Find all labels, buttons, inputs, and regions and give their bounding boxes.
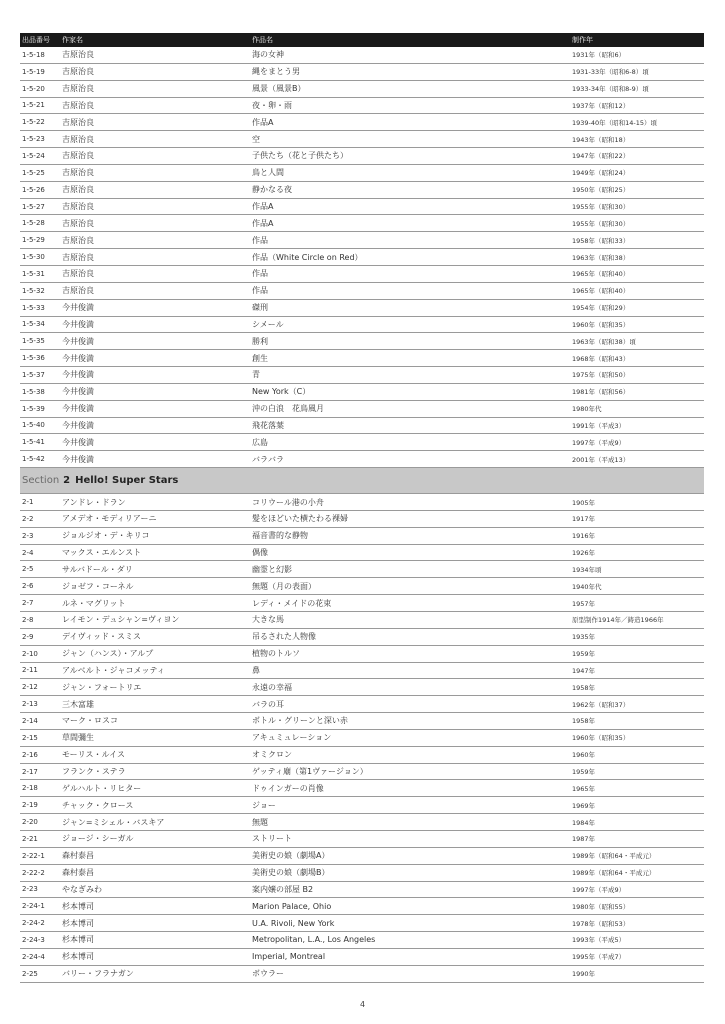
cell-number: 1-5-34 (22, 320, 45, 329)
cell-artist: ジョゼフ・コーネル (62, 581, 134, 591)
cell-number: 2-22-1 (22, 851, 45, 860)
table-row (20, 595, 704, 612)
table-row (20, 401, 704, 418)
cell-year: 1917年 (572, 515, 596, 524)
cell-number: 1-5-20 (22, 84, 45, 93)
header-artist: 作家名 (62, 36, 83, 44)
cell-year: 1960年（昭和35） (572, 320, 630, 329)
cell-year: 1958年 (572, 683, 596, 692)
cell-year: 1949年（昭和24） (572, 169, 630, 178)
table-row (20, 713, 704, 730)
cell-title: 作品 (252, 269, 268, 279)
cell-artist: 杉本博司 (62, 901, 94, 911)
cell-number: 1-5-28 (22, 219, 45, 228)
cell-number: 2-1 (22, 498, 34, 507)
cell-title: U.A. Rivoli, New York (252, 918, 335, 928)
header-number: 出品番号 (22, 36, 50, 44)
cell-artist: ジャン（ハンス）・アルプ (62, 649, 154, 659)
cell-year: 1926年 (572, 549, 596, 558)
table-row (20, 966, 704, 983)
table-row (20, 898, 704, 915)
cell-title: 植物のトルソ (252, 649, 300, 659)
cell-title: 作品A (252, 218, 274, 228)
table-row (20, 865, 704, 882)
cell-year: 1993年（平成5） (572, 936, 626, 945)
cell-title: 作品 (252, 235, 268, 245)
cell-number: 2-8 (22, 615, 34, 624)
cell-number: 1-5-35 (22, 337, 45, 346)
cell-number: 1-5-25 (22, 168, 45, 177)
cell-year: 1965年 (572, 784, 596, 793)
cell-title: ジョー (252, 800, 276, 810)
cell-artist: ジョージ・シーガル (62, 834, 134, 844)
cell-year: 1978年（昭和53） (572, 919, 630, 928)
cell-number: 1-5-33 (22, 303, 45, 312)
table-row (20, 384, 704, 401)
cell-artist: 吉原治良 (62, 168, 94, 178)
table-row (20, 418, 704, 435)
cell-title: バラバラ (252, 454, 284, 464)
table-row (20, 646, 704, 663)
cell-artist: 今井俊満 (62, 437, 94, 447)
cell-title: 大きな馬 (252, 615, 284, 625)
cell-number: 1-5-27 (22, 202, 45, 211)
cell-number: 2-19 (22, 801, 38, 810)
cell-year: 1958年 (572, 717, 596, 726)
cell-number: 1-5-18 (22, 50, 45, 59)
cell-title: 案内嬢の部屋 B2 (252, 884, 314, 894)
cell-number: 2-18 (22, 784, 38, 793)
cell-year: 1933-34年（昭和8-9）頃 (572, 85, 649, 94)
cell-year: 1934年頃 (572, 565, 602, 574)
cell-artist: 今井俊満 (62, 370, 94, 380)
table-row (20, 451, 704, 468)
cell-year: 1997年（平成9） (572, 438, 626, 447)
cell-artist: 吉原治良 (62, 218, 94, 228)
table-row (20, 182, 704, 199)
table-row (20, 283, 704, 300)
cell-year: 1963年（昭和38）頃 (572, 337, 636, 346)
cell-artist: 吉原治良 (62, 84, 94, 94)
table-row (20, 797, 704, 814)
table-row (20, 831, 704, 848)
cell-number: 2-25 (22, 969, 38, 978)
cell-number: 2-21 (22, 834, 38, 843)
cell-artist: 吉原治良 (62, 50, 94, 60)
cell-title: 無題 (252, 817, 268, 827)
section2-rows (20, 494, 704, 982)
cell-title: 勝利 (252, 336, 268, 346)
cell-artist: 今井俊満 (62, 404, 94, 414)
table-row (20, 882, 704, 899)
table-row (20, 932, 704, 949)
table-row (20, 317, 704, 334)
cell-artist: アメデオ・モディリアーニ (62, 514, 157, 524)
table-row (20, 114, 704, 131)
cell-year: 1991年（平成3） (572, 421, 626, 430)
table-row (20, 663, 704, 680)
cell-artist: フランク・ステラ (62, 767, 126, 777)
table-row (20, 199, 704, 216)
cell-title: 飛花落葉 (252, 420, 284, 430)
section-title: Hello! Super Stars (75, 475, 179, 487)
cell-number: 2-14 (22, 716, 38, 725)
table-row (20, 64, 704, 81)
cell-year: 1980年代 (572, 405, 602, 414)
cell-year: 原型制作1914年／鋳造1966年 (572, 616, 664, 625)
table-row (20, 131, 704, 148)
table-row (20, 434, 704, 451)
cell-artist: 今井俊満 (62, 303, 94, 313)
cell-artist: マックス・エルンスト (62, 548, 142, 558)
cell-title: 鼻 (252, 665, 260, 675)
cell-year: 1997年（平成9） (572, 885, 626, 894)
cell-artist: 吉原治良 (62, 134, 94, 144)
cell-title: 鳥と人間 (252, 168, 284, 178)
cell-year: 1962年（昭和37） (572, 700, 630, 709)
cell-year: 1931年（昭和6） (572, 51, 626, 60)
cell-artist: アンドレ・ドラン (62, 497, 126, 507)
cell-year: 1943年（昭和18） (572, 135, 630, 144)
cell-artist: ジャン=ミシェル・バスキア (62, 817, 165, 827)
table-row (20, 780, 704, 797)
cell-number: 1-5-39 (22, 404, 45, 413)
cell-artist: 森村泰昌 (62, 868, 94, 878)
cell-year: 1963年（昭和38） (572, 253, 630, 262)
cell-artist: 今井俊満 (62, 420, 94, 430)
cell-year: 1968年（昭和43） (572, 354, 630, 363)
table-row (20, 148, 704, 165)
cell-number: 2-3 (22, 531, 34, 540)
cell-number: 1-5-22 (22, 118, 45, 127)
cell-artist: マーク・ロスコ (62, 716, 118, 726)
cell-number: 2-20 (22, 818, 38, 827)
cell-number: 1-5-41 (22, 438, 45, 447)
cell-artist: ジャン・フォートリエ (62, 682, 142, 692)
cell-number: 1-5-36 (22, 354, 45, 363)
cell-title: 青 (252, 370, 260, 380)
cell-year: 1965年（昭和40） (572, 287, 630, 296)
header-title: 作品名 (252, 36, 273, 44)
cell-year: 1987年 (572, 835, 596, 844)
cell-artist: 吉原治良 (62, 185, 94, 195)
cell-title: バラの耳 (252, 699, 284, 709)
cell-artist: ジョルジオ・デ・キリコ (62, 531, 150, 541)
cell-title: レディ・メイドの花束 (252, 598, 332, 608)
cell-year: 1960年 (572, 751, 596, 760)
cell-title: 海の女神 (252, 50, 284, 60)
cell-title: オミクロン (252, 750, 292, 760)
cell-artist: 吉原治良 (62, 151, 94, 161)
cell-number: 2-10 (22, 649, 38, 658)
cell-artist: 杉本博司 (62, 952, 94, 962)
cell-number: 1-5-42 (22, 455, 45, 464)
cell-title: 静かなる夜 (252, 185, 292, 195)
cell-year: 1905年 (572, 498, 596, 507)
cell-year: 1965年（昭和40） (572, 270, 630, 279)
cell-title: 子供たち（花と子供たち） (252, 151, 348, 161)
cell-number: 2-5 (22, 565, 34, 574)
cell-year: 1954年（昭和29） (572, 304, 630, 313)
cell-title: 偶像 (252, 548, 268, 558)
cell-title: 作品A (252, 202, 274, 212)
cell-year: 1960年（昭和35） (572, 734, 630, 743)
page-number: 4 (359, 1000, 366, 1009)
cell-title: 作品 (252, 286, 268, 296)
cell-year: 1981年（昭和56） (572, 388, 630, 397)
cell-title: 福音書的な静物 (252, 531, 308, 541)
cell-year: 1990年 (572, 970, 596, 979)
cell-artist: モーリス・ルイス (62, 750, 126, 760)
table-row (20, 747, 704, 764)
cell-year: 1939-40年（昭和14-15）頃 (572, 118, 658, 127)
table-row (20, 915, 704, 932)
cell-number: 1-5-21 (22, 101, 45, 110)
cell-title: New York（C） (252, 387, 311, 397)
cell-title: ボウラー (252, 969, 284, 979)
table-row (20, 578, 704, 595)
cell-number: 2-17 (22, 767, 38, 776)
cell-artist: 今井俊満 (62, 336, 94, 346)
cell-title: 作品A (252, 117, 274, 127)
cell-artist: 今井俊満 (62, 319, 94, 329)
cell-number: 2-11 (22, 666, 38, 675)
cell-artist: 吉原治良 (62, 67, 94, 77)
cell-number: 2-4 (22, 548, 34, 557)
table-row (20, 165, 704, 182)
cell-year: 1957年 (572, 599, 596, 608)
cell-number: 2-24-2 (22, 919, 45, 928)
table-row (20, 679, 704, 696)
cell-title: 幽霊と幻影 (252, 564, 292, 574)
cell-artist: ルネ・マグリット (62, 598, 126, 608)
cell-artist: やなぎみわ (62, 884, 102, 894)
cell-number: 2-7 (22, 599, 34, 608)
cell-year: 1955年（昭和30） (572, 219, 630, 228)
cell-title: 沖の白浪 花鳥風月 (252, 404, 324, 414)
cell-title: 広島 (252, 437, 268, 447)
table-row (20, 350, 704, 367)
table-row (20, 266, 704, 283)
cell-artist: 吉原治良 (62, 269, 94, 279)
cell-artist: 今井俊満 (62, 387, 94, 397)
cell-title: シメール (252, 319, 284, 329)
cell-number: 1-5-23 (22, 135, 45, 144)
cell-artist: 吉原治良 (62, 252, 94, 262)
cell-artist: 森村泰昌 (62, 851, 94, 861)
table-row (20, 545, 704, 562)
cell-year: 1995年（平成7） (572, 953, 626, 962)
table-row (20, 333, 704, 350)
cell-number: 1-5-30 (22, 253, 45, 262)
cell-title: 美術史の娘（劇場B） (252, 868, 330, 878)
table-row (20, 215, 704, 232)
table-row (20, 612, 704, 629)
cell-title: 空 (252, 134, 260, 144)
cell-number: 2-13 (22, 700, 38, 709)
cell-year: 1955年（昭和30） (572, 203, 630, 212)
cell-number: 1-5-37 (22, 370, 45, 379)
table-row (20, 730, 704, 747)
cell-artist: 草間彌生 (62, 733, 94, 743)
cell-year: 1916年 (572, 532, 596, 541)
table-row (20, 249, 704, 266)
cell-year: 1958年（昭和33） (572, 236, 630, 245)
cell-year: 1969年 (572, 801, 596, 810)
cell-artist: デイヴィッド・スミス (62, 632, 141, 642)
cell-artist: 吉原治良 (62, 202, 94, 212)
table-row (20, 47, 704, 64)
cell-artist: 吉原治良 (62, 100, 94, 110)
cell-year: 1947年（昭和22） (572, 152, 630, 161)
cell-title: コリウール港の小舟 (252, 497, 324, 507)
cell-number: 2-22-2 (22, 868, 45, 877)
cell-title: Metropolitan, L.A., Los Angeles (252, 935, 376, 945)
cell-artist: 杉本博司 (62, 935, 94, 945)
cell-year: 1989年（昭和64・平成元） (572, 852, 656, 861)
cell-year: 1937年（昭和12） (572, 101, 630, 110)
cell-artist: 吉原治良 (62, 286, 94, 296)
cell-number: 1-5-38 (22, 387, 45, 396)
cell-number: 1-5-32 (22, 286, 45, 295)
cell-number: 1-5-24 (22, 151, 45, 160)
cell-year: 1980年（昭和55） (572, 902, 630, 911)
cell-title: Marion Palace, Ohio (252, 901, 332, 911)
cell-artist: ゲルハルト・リヒター (62, 783, 142, 793)
cell-title: 創生 (252, 353, 268, 363)
cell-artist: 杉本博司 (62, 918, 94, 928)
cell-number: 1-5-26 (22, 185, 45, 194)
cell-title: Imperial, Montreal (252, 952, 326, 962)
cell-title: ドゥインガーの肖像 (252, 783, 324, 793)
cell-title: ゲッティ廟（第1ヴァージョン） (252, 767, 368, 777)
header-year: 制作年 (572, 36, 593, 44)
cell-title: ストリート (252, 834, 292, 844)
cell-artist: アルベルト・ジャコメッティ (62, 665, 165, 675)
cell-title: 美術史の娘（劇場A） (252, 851, 330, 861)
cell-title: ボトル・グリーンと深い赤 (252, 716, 348, 726)
section1-rows (20, 47, 704, 468)
cell-title: 夜・卵・雨 (252, 100, 292, 110)
table-row (20, 629, 704, 646)
cell-title: 無題（月の表面） (252, 581, 316, 591)
cell-number: 2-6 (22, 582, 34, 591)
cell-number: 2-24-3 (22, 935, 45, 944)
table-row (20, 98, 704, 115)
cell-title: 永遠の幸福 (252, 682, 292, 692)
section-word: Section (22, 475, 60, 487)
cell-year: 1984年 (572, 818, 596, 827)
cell-artist: 今井俊満 (62, 353, 94, 363)
cell-number: 1-5-40 (22, 421, 45, 430)
cell-title: 磔刑 (252, 303, 268, 313)
table-row (20, 561, 704, 578)
cell-artist: 今井俊満 (62, 454, 94, 464)
catalogue-table (20, 33, 704, 983)
cell-number: 2-12 (22, 683, 38, 692)
table-row (20, 367, 704, 384)
cell-title: 風景（風景B） (252, 84, 306, 94)
cell-number: 2-9 (22, 632, 34, 641)
cell-number: 1-5-19 (22, 67, 45, 76)
cell-artist: チャック・クロース (62, 800, 134, 810)
cell-title: 髪をほどいた横たわる裸婦 (252, 514, 348, 524)
section-number: 2 (63, 475, 71, 487)
cell-year: 1940年代 (572, 582, 602, 591)
section-heading (20, 468, 704, 494)
table-row (20, 511, 704, 528)
cell-artist: 三木富雄 (62, 699, 94, 709)
cell-title: 作品（White Circle on Red） (252, 252, 363, 262)
cell-title: 吊るされた人物像 (252, 632, 316, 642)
cell-year: 1989年（昭和64・平成元） (572, 869, 656, 878)
cell-year: 2001年（平成13） (572, 455, 630, 464)
table-row (20, 696, 704, 713)
table-row (20, 949, 704, 966)
cell-title: アキュミュレーション (252, 733, 332, 743)
cell-number: 2-2 (22, 514, 34, 523)
cell-artist: バリー・フラナガン (62, 969, 134, 979)
cell-artist: 吉原治良 (62, 117, 94, 127)
cell-year: 1975年（昭和50） (572, 371, 630, 380)
cell-number: 2-24-4 (22, 952, 45, 961)
table-row (20, 528, 704, 545)
cell-number: 1-5-31 (22, 269, 45, 278)
cell-year: 1959年 (572, 768, 596, 777)
table-header (20, 33, 704, 47)
cell-title: 縄をまとう男 (252, 67, 300, 77)
cell-artist: 吉原治良 (62, 235, 94, 245)
cell-artist: レイモン・デュシャン=ヴィヨン (62, 615, 180, 625)
cell-number: 2-15 (22, 733, 38, 742)
table-row (20, 494, 704, 511)
cell-artist: サルバドール・ダリ (62, 564, 133, 574)
table-row (20, 848, 704, 865)
cell-number: 2-16 (22, 750, 38, 759)
cell-year: 1959年 (572, 650, 596, 659)
table-row (20, 232, 704, 249)
table-row (20, 764, 704, 781)
cell-year: 1947年 (572, 666, 596, 675)
cell-number: 2-23 (22, 885, 38, 894)
table-row (20, 81, 704, 98)
cell-number: 2-24-1 (22, 902, 45, 911)
table-row (20, 300, 704, 317)
cell-year: 1935年 (572, 633, 596, 642)
cell-year: 1950年（昭和25） (572, 186, 630, 195)
table-row (20, 814, 704, 831)
cell-year: 1931-33年（昭和6-8）頃 (572, 68, 649, 77)
cell-number: 1-5-29 (22, 236, 45, 245)
